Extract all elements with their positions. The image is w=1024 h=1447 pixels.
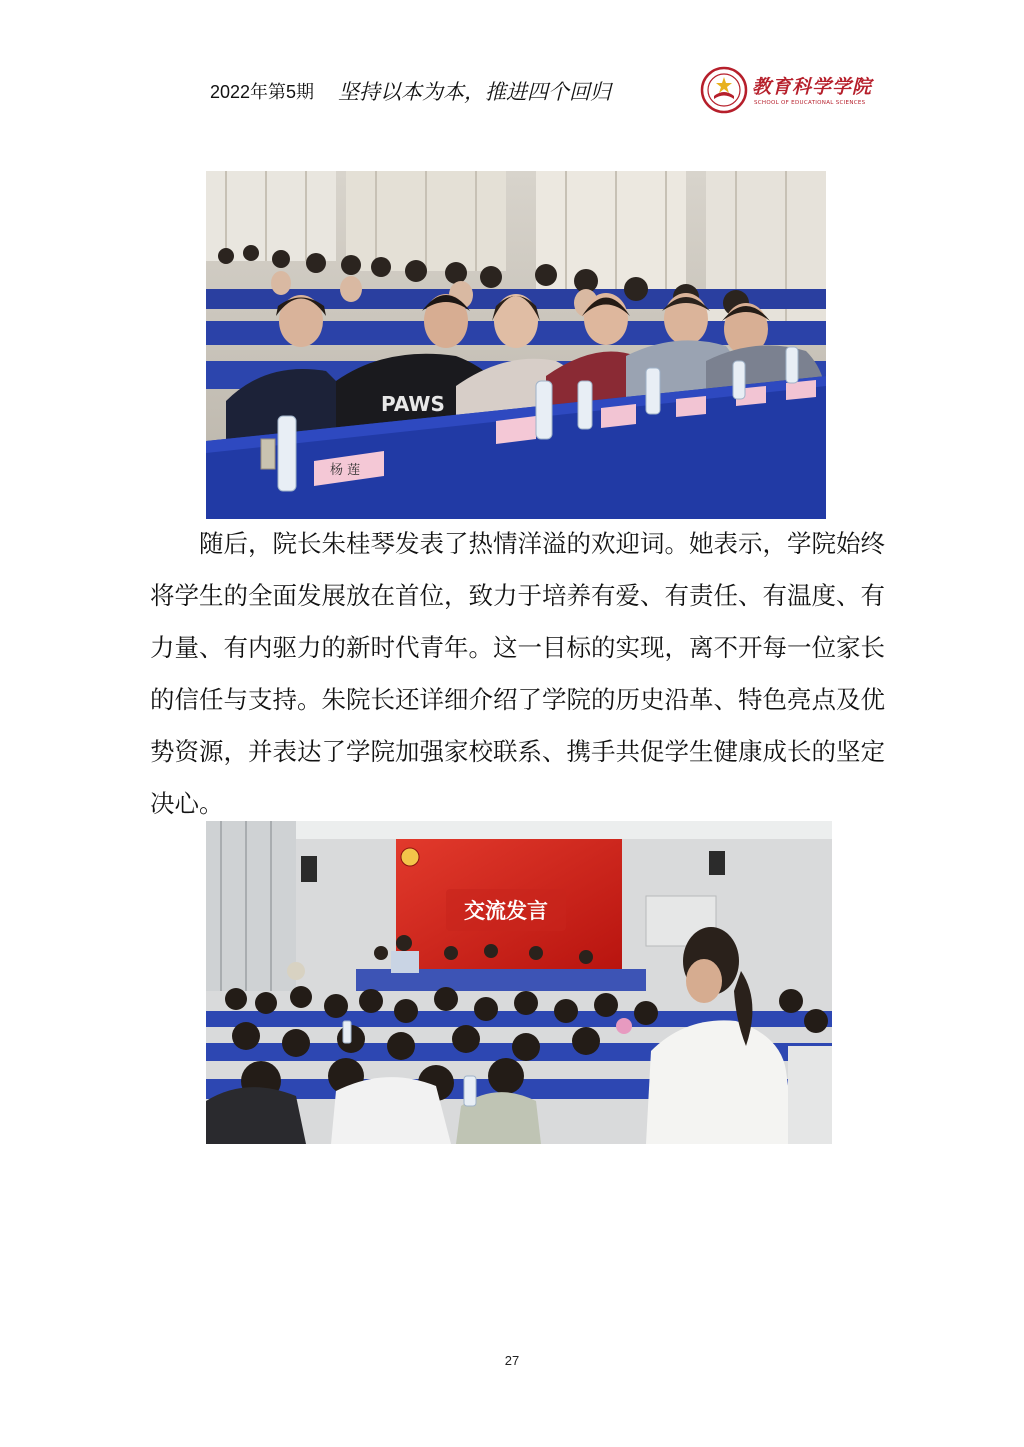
meeting-photo-attendees [206,171,826,519]
shirt-text: PAWS [381,392,445,416]
issue-label: 2022年第5期 [210,82,315,102]
page-number: 27 [504,1353,520,1368]
page-header [0,0,1024,130]
article-paragraph: 随后，院长朱桂琴发表了热情洋溢的欢迎词。她表示，学院始终将学生的全面发展放在首位，致力于培养有爱、有责任、有温度、有力量、有内驱力的新时代青年。这一目标的实现，离不开每一位家长的信任与支持。朱院长还详细介绍了学院的历史沿革、特色亮点及优势资源，并表达了学院加强家校联系、携手共促学生健康成长的坚定决心。 [150,529,885,818]
header-motto: 坚持以本为本，推进四个回归 [338,80,611,104]
screen-title: 交流发言 [464,899,548,923]
meeting-photo-exchange-session [206,821,832,1144]
college-logo [700,66,880,118]
college-name-english: SCHOOL OF EDUCATIONAL SCIENCES [754,100,866,106]
college-name: 教育科学学院 [752,76,873,98]
name-card-1: 杨 莲 [330,463,361,478]
article-body [150,518,885,830]
college-emblem-icon [700,66,748,114]
